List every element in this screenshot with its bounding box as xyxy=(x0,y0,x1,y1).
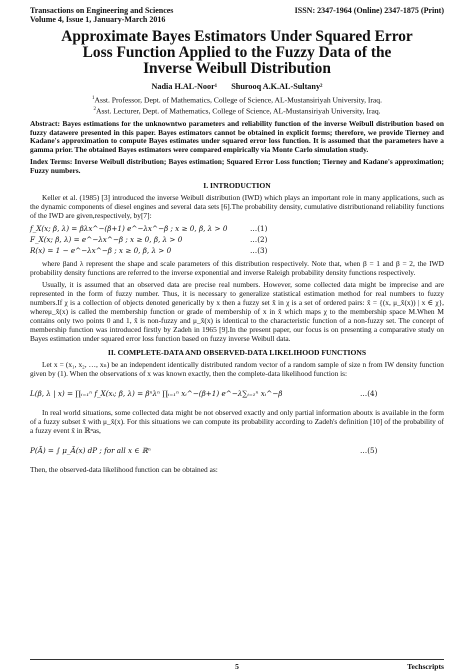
issn: ISSN: 2347-1964 (Online) 2347-1875 (Print) xyxy=(294,6,444,15)
equation-4-number: …(4) xyxy=(360,388,378,398)
publisher-name: Techscripts xyxy=(407,662,444,671)
intro-paragraph-1: Keller et al. (1985) [3] introduced the inverse Weibull distribution (IWD) which plays an important role in many applications, such as the dynamic components of diesel engines and several data sets [6].The probability density, cumulative distributionand reliability functions of the IWD are given,respectively, by[7]: xyxy=(30,192,444,220)
affiliation-1-text: Asst. Professor, Dept. of Mathematics, College of Science, AL-Mustansiriyah University, Iraq. xyxy=(94,95,382,105)
journal-info xyxy=(30,6,173,24)
author-2: Shurooq A.K.AL-Sultany² xyxy=(231,82,323,91)
equation-4-body: L(β, λ | x) = ∏ᵢ₌₁ⁿ f_X(xᵢ; β, λ) = βⁿλⁿ ∏ᵢ₌₁ⁿ xᵢ^−(β+1) e^−λ∑ᵢ₌₁ⁿ xᵢ^−β xyxy=(30,388,283,398)
affiliation-2 xyxy=(30,105,444,116)
section-1-heading: I. INTRODUCTION xyxy=(203,180,271,190)
abstract: Abstract: Bayes estimations for the unknowntwo parameters and reliability function of the inverse Weibull distribution based on fuzzy datawere presented in this paper. Bayes estimators cannot be obtained in explicit forms; therefore, we provide Tierney and Kadane's approximation to compute Bayes estimates under squared error loss function. It is assumed that the parameters have a gamma prior. The obtained Bayes estimators were compared empirically via Monte Carlo simulation study. xyxy=(30,119,444,154)
paper-title xyxy=(30,29,444,77)
intro-paragraph-2: where βand λ represent the shape and scale parameters of this distribution respectively. Note that, when β = 1 and β = 2, the IWD probability density functions are referred to the inverse exponential and inverse Raleigh probability density functions respectively. xyxy=(30,258,444,277)
affiliation-1-mark: 1 xyxy=(92,96,95,101)
section-2-heading: II. COMPLETE-DATA AND OBSERVED-DATA LIKELIHOOD FUNCTIONS xyxy=(107,347,367,357)
equation-3 xyxy=(30,245,444,256)
equation-5 xyxy=(30,440,444,462)
affiliation-2-mark: 2 xyxy=(93,106,96,112)
likelihood-paragraph-3: Then, the observed-data likelihood function can be obtained as: xyxy=(30,464,218,474)
affiliations xyxy=(30,94,444,115)
equations-1-3 xyxy=(30,223,444,256)
affiliation-2-text: Asst. Lecturer, Dept. of Mathematics, College of Science, AL-Mustansiriyah University, Iraq. xyxy=(95,106,381,116)
title-line-1: Approximate Bayes Estimators Under Squared Error xyxy=(61,28,413,45)
journal-volume: Volume 4, Issue 1, January-March 2016 xyxy=(30,15,166,24)
equation-4 xyxy=(30,383,444,405)
author-list xyxy=(30,82,444,91)
page-footer xyxy=(30,659,444,671)
equation-2-body: F_X(x; β, λ) = e^−λx^−β ; x ≥ 0, β, λ > 0 xyxy=(30,234,183,244)
equation-1-number: …(1) xyxy=(250,223,268,233)
likelihood-paragraph-2: In real world situations, some collected data might be not observed exactly and only partial information aboutx is available in the form of a fuzzy subset x̃ with μ_x̃(x). For this situations we can compute its probability according to Zadeh's definition [10] of the probability of a fuzzy event x̃ in ℝⁿas, xyxy=(30,407,444,435)
intro-paragraph-3: Usually, it is assumed that an observed data are precise real numbers. However, some collected data might be imprecise and are represented in the form of fuzzy number. Thus, it is necessary to generalize statistical estimation method for real numbers to fuzzy numbers.If χ is a collection of objects denoted generically by x then a fuzzy set x̃ in χ is a set of ordered pairs: x̃ = {(x, μ_x̃(x)) | x ∈ χ}, whereμ_x̃(x) is called the membership function or grade of membership of x in x̃ which maps χ to the membership space M.When M contains only two points 0 and 1, x̃ is non-fuzzy and μ_x̃(x) is identical to the characteristic function of a non-fuzzy set. The concept of membership function was introduced firstly by Zadeh in 1965 [9].In the present paper, our focus is on presenting a comparative study on Bayes estimation under squared error loss function based on fuzzy inverse Weibull data. xyxy=(30,279,444,343)
index-terms: Index Terms: Inverse Weibull distribution; Bayes estimation; Squared Error Loss function; Tierney and Kadane's approximation; Fuzzy numbers. xyxy=(30,157,444,176)
journal-name: Transactions on Engineering and Sciences xyxy=(30,6,174,15)
author-1: Nadia H.AL-Noor¹ xyxy=(151,82,218,91)
affiliation-1 xyxy=(30,94,444,105)
equation-1-body: f_X(x; β, λ) = βλx^−(β+1) e^−λx^−β ; x ≥ 0, β, λ > 0 xyxy=(30,223,228,233)
page-number: 5 xyxy=(235,662,239,671)
equation-3-body: R(x) = 1 − e^−λx^−β ; x ≥ 0, β, λ > 0 xyxy=(30,245,172,255)
equation-3-number: …(3) xyxy=(250,245,268,255)
running-header xyxy=(30,6,444,24)
equation-5-number: …(5) xyxy=(360,445,378,455)
equation-2 xyxy=(30,234,444,245)
equation-1 xyxy=(30,223,444,234)
equation-5-body: P(Ã) = ∫ μ_Ã(x) dP ; for all x ∈ ℝⁿ xyxy=(30,445,151,455)
equation-2-number: …(2) xyxy=(250,234,268,244)
title-line-2: Loss Function Applied to the Fuzzy Data of the xyxy=(82,44,392,61)
likelihood-paragraph-1: Let x = (x₁, x₂, …, xₙ) be an independent identically distributed random vector of a random sample of size n from IW density function given by (1). When the observations of x was known exactly, then the complete-data likelihood function is: xyxy=(30,359,444,378)
title-line-3: Inverse Weibull Distribution xyxy=(143,60,331,77)
